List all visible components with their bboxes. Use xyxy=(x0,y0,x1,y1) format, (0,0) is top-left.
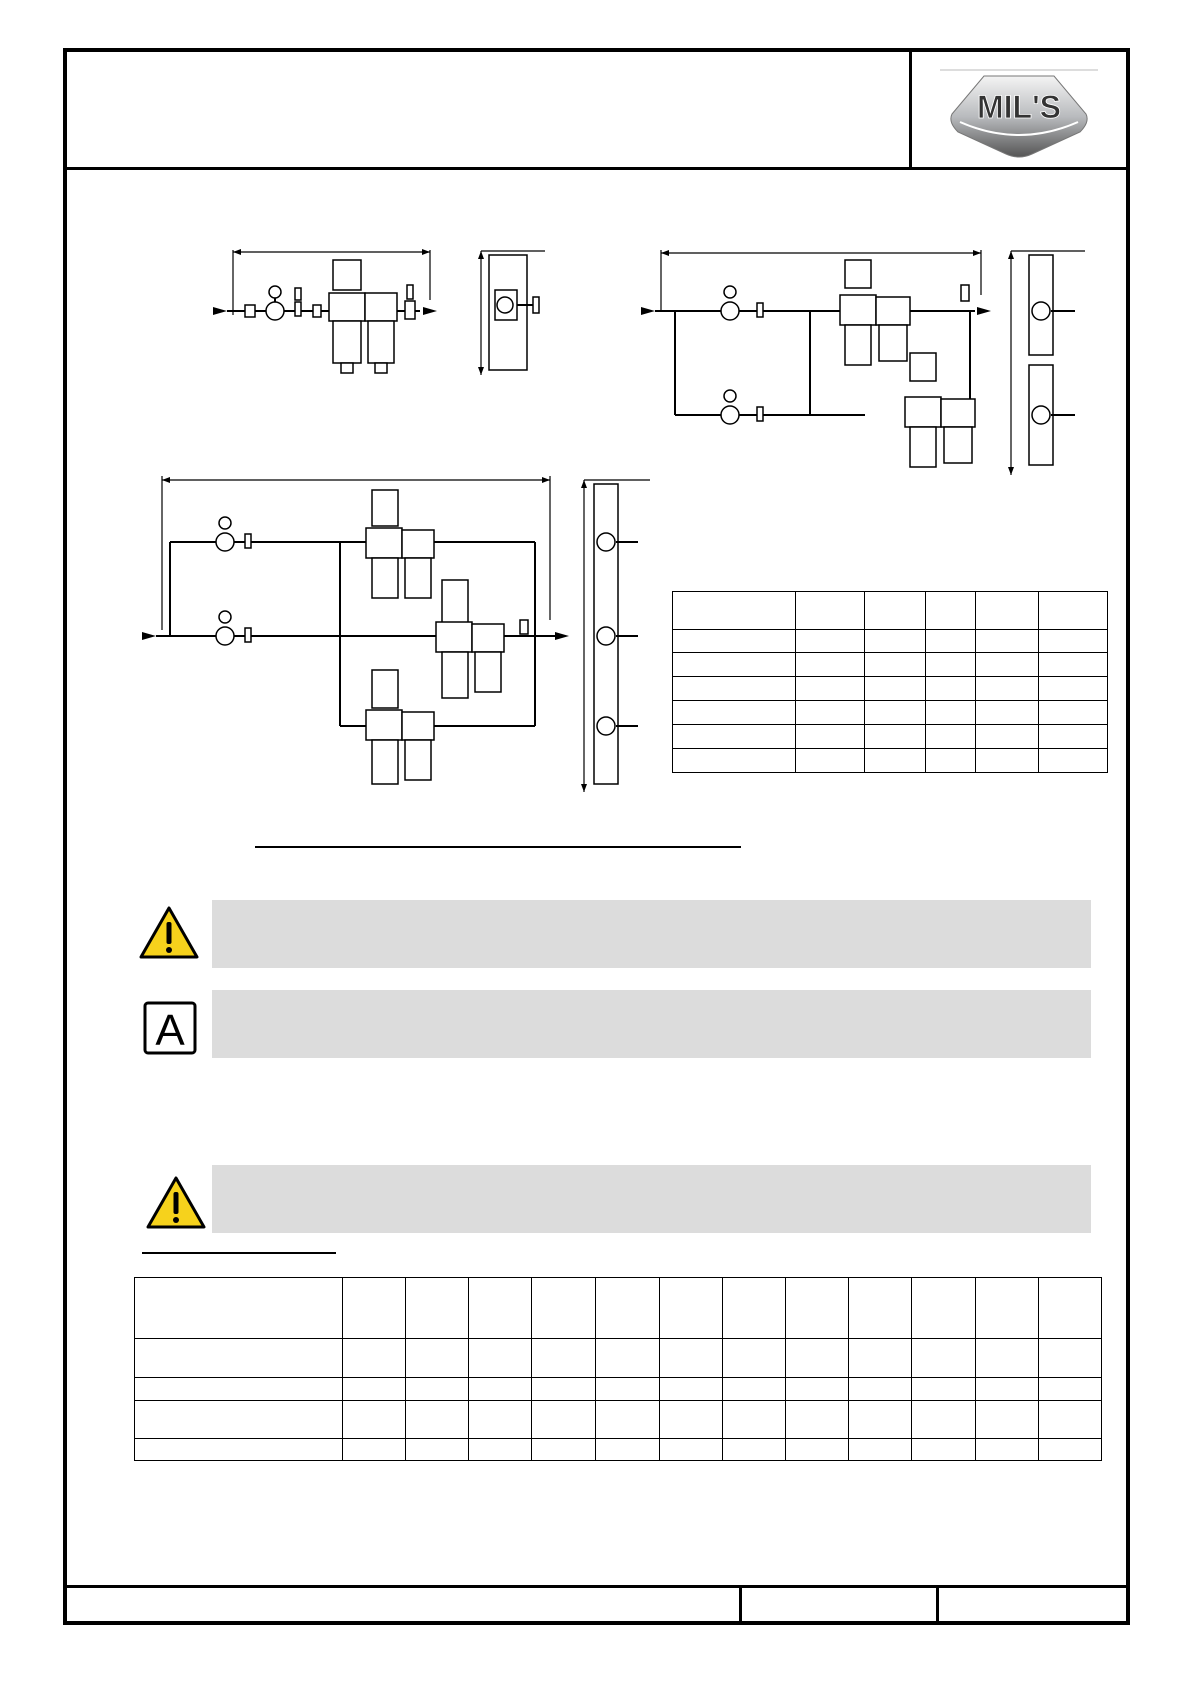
section-underline xyxy=(142,1252,336,1254)
footer-cell-divider-2 xyxy=(936,1585,939,1625)
diagram-dual-line-side xyxy=(1005,245,1100,480)
diagram-dual-line-front xyxy=(635,245,995,480)
svg-text:MIL'S: MIL'S xyxy=(976,89,1062,125)
footer-divider xyxy=(63,1585,1130,1588)
letter-a-box-icon xyxy=(142,1000,198,1056)
dimension-table xyxy=(672,591,1108,773)
caption-underline xyxy=(255,846,741,848)
diagram-single-line-front xyxy=(205,245,445,380)
diagram-single-line-side xyxy=(475,245,565,380)
notice-bar-2 xyxy=(212,990,1091,1058)
company-logo xyxy=(912,52,1126,168)
warning-icon-1 xyxy=(138,905,200,961)
diagram-triple-line-front xyxy=(140,470,570,800)
notice-bar-1 xyxy=(212,900,1091,968)
spec-table xyxy=(134,1277,1102,1461)
footer-cell-divider-1 xyxy=(739,1585,742,1625)
notice-bar-3 xyxy=(212,1165,1091,1233)
diagram-triple-line-side xyxy=(578,470,658,800)
warning-icon-2 xyxy=(145,1175,207,1231)
svg-text:A: A xyxy=(155,1006,185,1055)
